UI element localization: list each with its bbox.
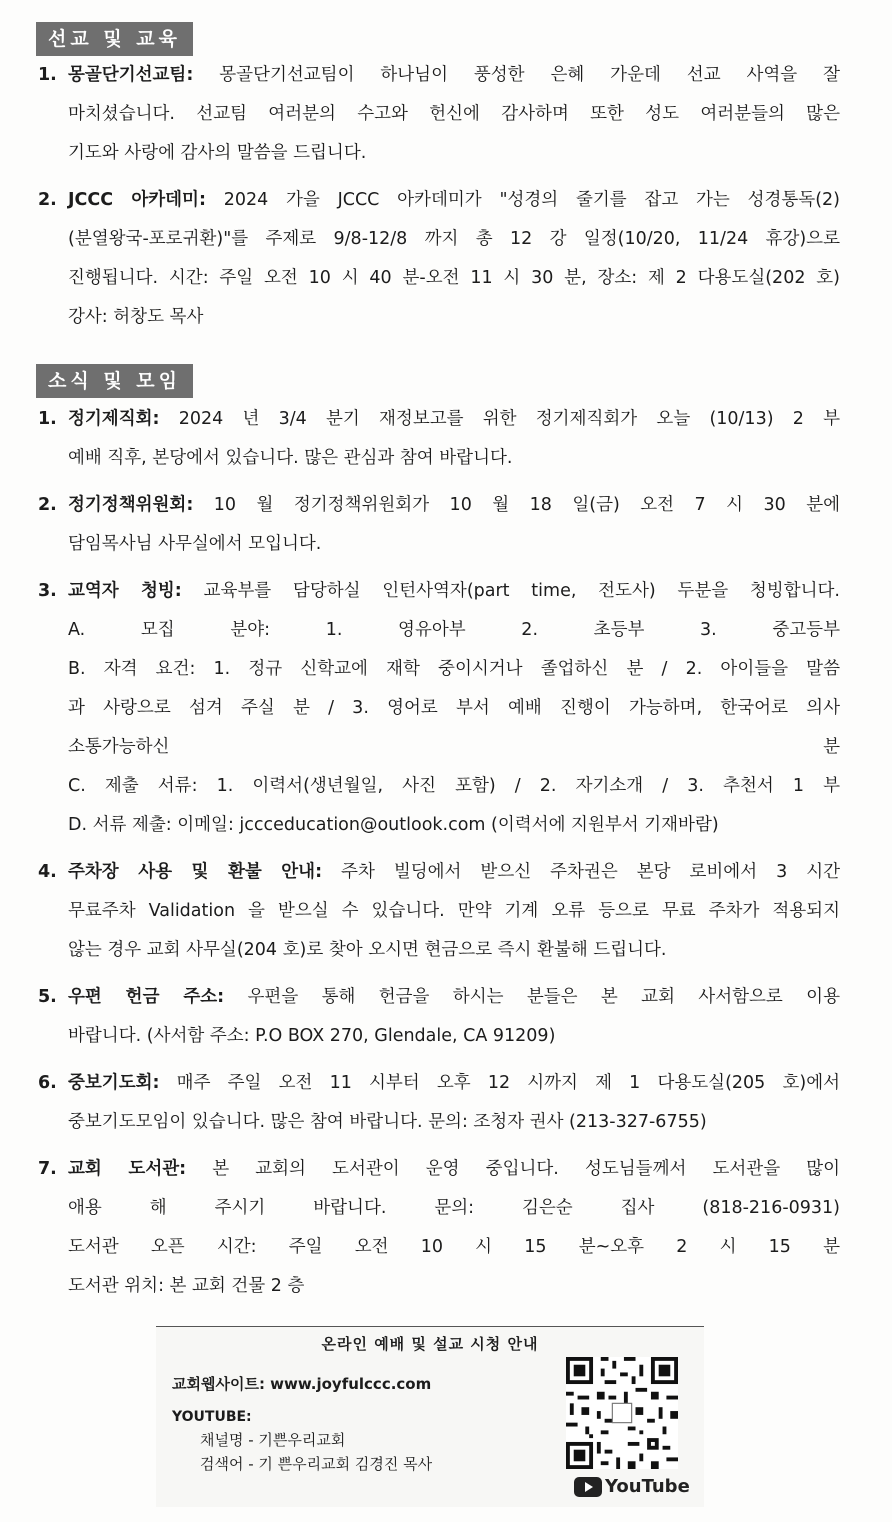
item-heading: 주차장 사용 및 환불 안내: (68, 862, 323, 882)
announcement-item (0, 978, 892, 1056)
item-line (68, 689, 840, 728)
item-line (68, 400, 840, 439)
item-text: 예배 직후, 본당에서 있습니다. 많은 관심과 참여 바랍니다. (68, 448, 513, 468)
item-heading: 정기제직회: (68, 409, 160, 429)
item-line (68, 1267, 840, 1306)
item-text: D. 서류 제출: 이메일: jccceducation@outlook.com (이력서에 지원부서 기재바람) (68, 815, 719, 835)
announcement-item (0, 486, 892, 564)
youtube-label: YOUTUBE: (172, 1409, 252, 1425)
item-number: 5. (38, 987, 57, 1007)
item-number: 3. (38, 581, 57, 601)
item-text: 2024 년 3/4 분기 재정보고를 위한 정기제직회가 오늘 (10/13) 2 부 (159, 409, 840, 429)
announcement-item (0, 56, 892, 173)
item-text: 무료주차 Validation 을 받으실 수 있습니다. 만약 기계 오류 등으로 무료 주차가 적용되지 (68, 901, 840, 921)
announcement-item (0, 853, 892, 970)
item-text: A. 모집 분야: 1. 영유아부 2. 초등부 3. 중고등부 (68, 620, 840, 640)
item-line (68, 1017, 840, 1056)
item-text: 중보기도모임이 있습니다. 많은 참여 바랍니다. 문의: 조청자 권사 (213-327-6755) (68, 1112, 707, 1132)
item-line (68, 611, 840, 650)
item-number: 2. (38, 495, 57, 515)
item-text: 기도와 사랑에 감사의 말씀을 드립니다. (68, 143, 367, 163)
mission-education-list (0, 56, 892, 345)
youtube-channel-name: 채널명 - 기쁜우리교회 (200, 1431, 346, 1449)
item-line (68, 1189, 840, 1228)
youtube-logo-text: YouTube (605, 1476, 690, 1497)
item-line (68, 95, 840, 134)
announcement-item (0, 1064, 892, 1142)
item-heading: 교회 도서관: (68, 1159, 187, 1179)
item-text: 주차 빌딩에서 받으신 주차권은 본당 로비에서 3 시간 (322, 862, 841, 882)
item-text: 담임목사님 사무실에서 모입니다. (68, 534, 322, 554)
item-line (68, 853, 840, 892)
item-line (68, 728, 840, 767)
item-text: 2024 가을 JCCC 아카데미가 "성경의 줄기를 잡고 가는 성경통독(2) (205, 190, 840, 210)
item-line (68, 1150, 840, 1189)
item-line (68, 298, 840, 337)
item-text: 않는 경우 교회 사무실(204 호)로 찾아 오시면 현금으로 즉시 환불해 드립니다. (68, 940, 667, 960)
section-tag-news: 소식 및 모임 (36, 364, 193, 398)
item-line (68, 56, 840, 95)
item-text: 교육부를 담당하실 인턴사역자(part time, 전도사) 두분을 청빙합니다. (181, 581, 840, 601)
item-line (68, 931, 840, 970)
announcement-item (0, 181, 892, 337)
online-worship-box (156, 1326, 704, 1507)
item-text: 과 사랑으로 섬겨 주실 분 / 3. 영어로 부서 예배 진행이 가능하며, 한국어로 의사 (68, 698, 840, 718)
item-heading: 중보기도회: (68, 1073, 160, 1093)
item-text: 10 월 정기정책위원회가 10 월 18 일(금) 오전 7 시 30 분에 (193, 495, 840, 515)
item-line (68, 1228, 840, 1267)
item-text: 소통가능하신 분 (68, 737, 840, 757)
item-heading: 교역자 청빙: (68, 581, 182, 601)
item-number: 2. (38, 190, 57, 210)
qr-code-icon[interactable] (566, 1357, 678, 1469)
item-line (68, 806, 840, 845)
item-line (68, 572, 840, 611)
item-heading: JCCC 아카데미: (68, 190, 206, 210)
item-text: 강사: 허창도 목사 (68, 307, 204, 327)
item-number: 1. (38, 409, 57, 429)
online-box-title: 온라인 예배 및 설교 시청 안내 (321, 1335, 539, 1353)
item-line (68, 181, 840, 220)
item-text: B. 자격 요건: 1. 정규 신학교에 재학 중이시거나 졸업하신 분 / 2. 아이들을 말씀 (68, 659, 840, 679)
item-number: 7. (38, 1159, 57, 1179)
item-number: 6. (38, 1073, 57, 1093)
item-text: 도서관 위치: 본 교회 건물 2 층 (68, 1276, 305, 1296)
section-tag-mission: 선교 및 교육 (36, 22, 193, 56)
announcement-item (0, 572, 892, 845)
item-text: (분열왕국-포로귀환)"를 주제로 9/8-12/8 까지 총 12 강 일정(10/20, 11/24 휴강)으로 (68, 229, 840, 249)
item-heading: 우편 헌금 주소: (68, 987, 225, 1007)
item-line (68, 220, 840, 259)
item-line (68, 1103, 840, 1142)
item-text: 도서관 오픈 시간: 주일 오전 10 시 15 분~오후 2 시 15 분 (68, 1237, 840, 1257)
item-text: 바랍니다. (사서함 주소: P.O BOX 270, Glendale, CA 91209) (68, 1026, 556, 1046)
item-line (68, 650, 840, 689)
item-text: 진행됩니다. 시간: 주일 오전 10 시 40 분-오전 11 시 30 분, 장소: 제 2 다용도실(202 호) (68, 268, 840, 288)
item-number: 4. (38, 862, 57, 882)
item-line (68, 259, 840, 298)
youtube-search-keyword: 검색어 - 기 쁜우리교회 김경진 목사 (200, 1455, 433, 1473)
church-website-link[interactable]: 교회웹사이트: www.joyfulccc.com (172, 1375, 432, 1393)
item-line (68, 892, 840, 931)
item-text: 애용 해 주시기 바랍니다. 문의: 김은순 집사 (818-216-0931) (68, 1198, 840, 1218)
item-line (68, 525, 840, 564)
item-number: 1. (38, 65, 57, 85)
item-text: 몽골단기선교팀이 하나님이 풍성한 은혜 가운데 선교 사역을 잘 (193, 65, 840, 85)
item-line (68, 439, 840, 478)
item-line (68, 486, 840, 525)
item-line (68, 978, 840, 1017)
item-heading: 몽골단기선교팀: (68, 65, 194, 85)
item-text: 마치셨습니다. 선교팀 여러분의 수고와 헌신에 감사하며 또한 성도 여러분들의 많은 (68, 104, 840, 124)
announcement-item (0, 400, 892, 478)
item-text: C. 제출 서류: 1. 이력서(생년월일, 사진 포함) / 2. 자기소개 / 3. 추천서 1 부 (68, 776, 840, 796)
item-line (68, 1064, 840, 1103)
item-text: 우편을 통해 헌금을 하시는 분들은 본 교회 사서함으로 이용 (224, 987, 840, 1007)
item-line (68, 134, 840, 173)
news-meetings-list (0, 400, 892, 1314)
item-line (68, 767, 840, 806)
item-heading: 정기정책위원회: (68, 495, 194, 515)
announcement-item (0, 1150, 892, 1306)
item-text: 본 교회의 도서관이 운영 중입니다. 성도님들께서 도서관을 많이 (186, 1159, 840, 1179)
item-text: 매주 주일 오전 11 시부터 오후 12 시까지 제 1 다용도실(205 호)에서 (159, 1073, 840, 1093)
